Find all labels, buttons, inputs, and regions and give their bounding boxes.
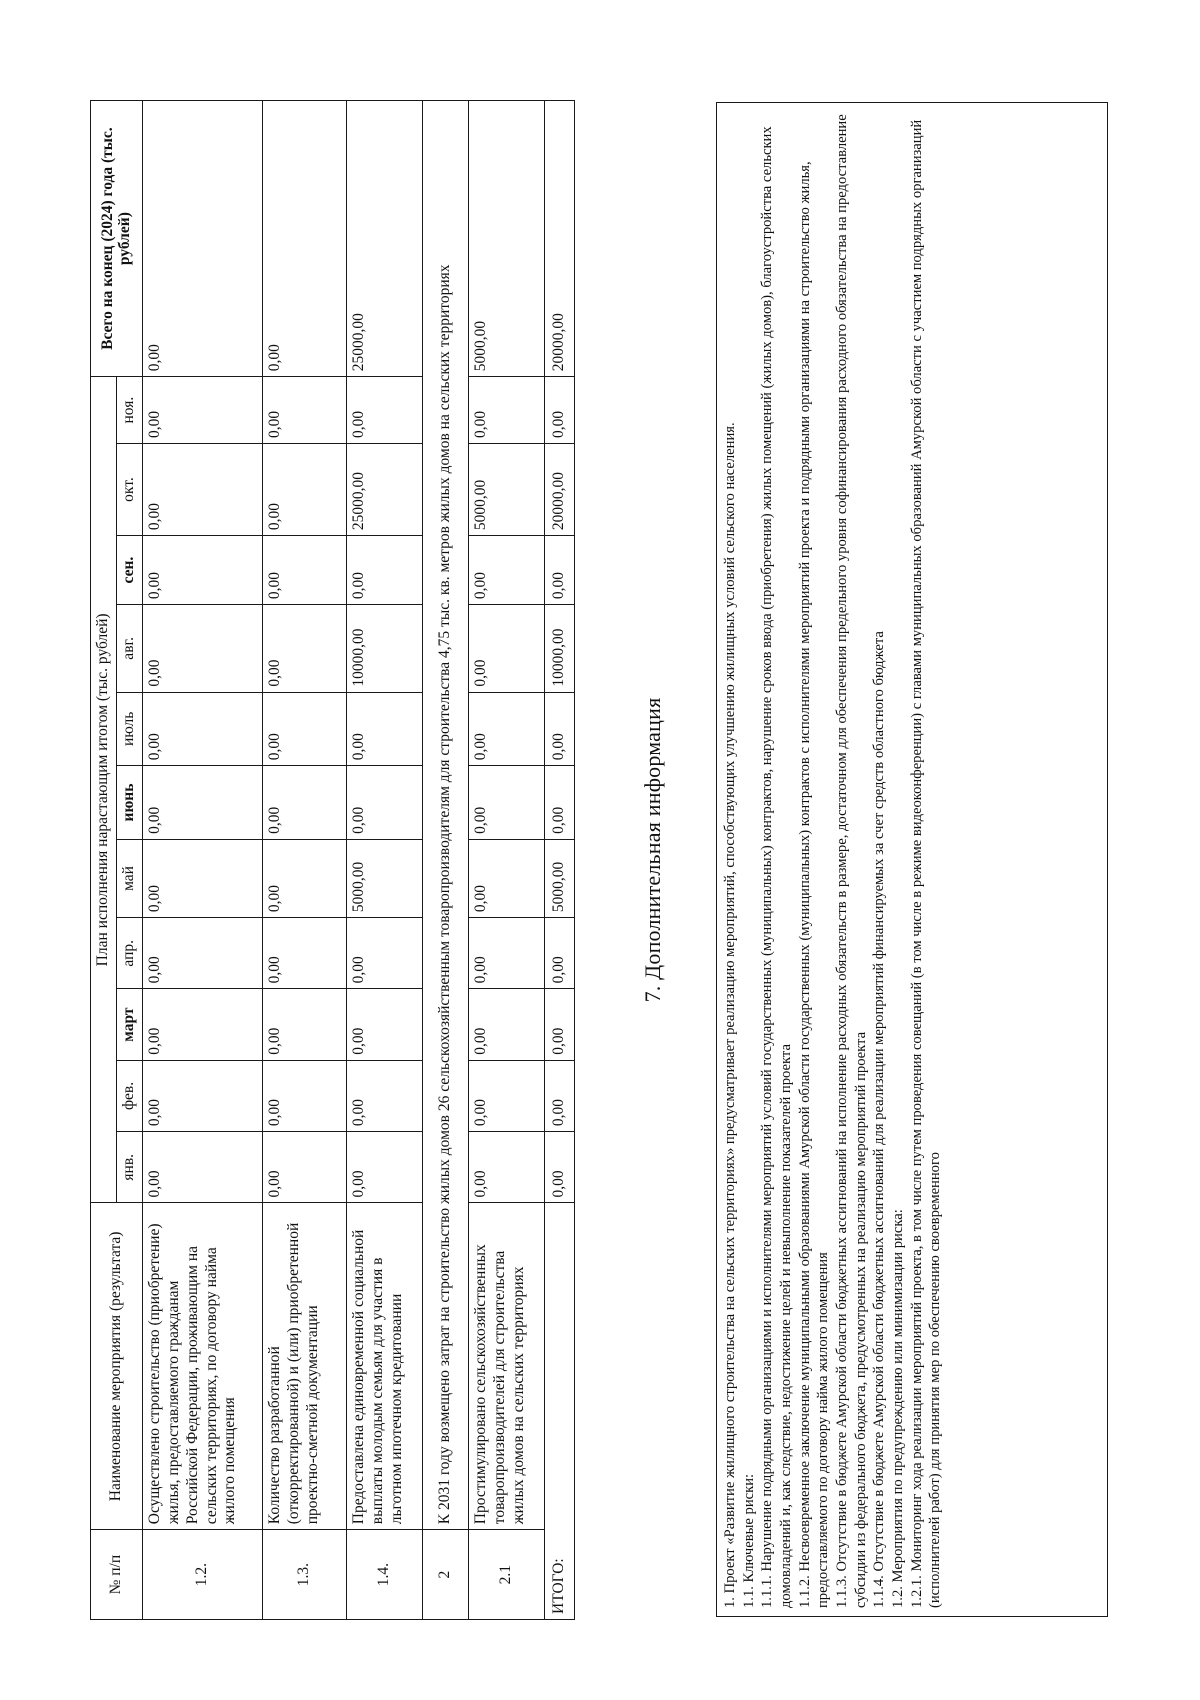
- month-value: 0,00: [468, 692, 544, 766]
- info-paragraph: 1.2. Мероприятия по предупреждению или минимизации риска:: [890, 1209, 907, 1608]
- month-header: янв.: [116, 1132, 142, 1203]
- month-value: 0,00: [142, 1060, 262, 1131]
- itogo-label: ИТОГО:: [544, 1203, 574, 1620]
- month-header: фев.: [116, 1060, 142, 1131]
- month-header: июль: [116, 692, 142, 766]
- month-value: 0,00: [142, 444, 262, 536]
- month-value: 0,00: [544, 536, 574, 605]
- info-box: [716, 102, 1108, 1617]
- month-value: 0,00: [544, 918, 574, 989]
- month-value: 0,00: [142, 692, 262, 766]
- month-value: 0,00: [346, 1060, 422, 1131]
- month-value: 0,00: [468, 605, 544, 692]
- month-header: сен.: [116, 536, 142, 605]
- table-row: [142, 101, 262, 1620]
- month-value: 0,00: [262, 918, 346, 989]
- month-value: 0,00: [262, 444, 346, 536]
- table-row: [468, 101, 544, 1620]
- month-header: март: [116, 989, 142, 1060]
- month-value: 0,00: [544, 1132, 574, 1203]
- header-plan: План исполнения нарастающим итогом (тыс. рублей): [91, 377, 117, 1203]
- month-header: апр.: [116, 918, 142, 989]
- month-value: 0,00: [346, 377, 422, 444]
- month-value: 0,00: [142, 605, 262, 692]
- table-row: [346, 101, 422, 1620]
- month-value: 0,00: [142, 766, 262, 840]
- month-value: 0,00: [468, 918, 544, 989]
- month-value: 0,00: [262, 377, 346, 444]
- plan-table: [90, 100, 575, 1620]
- section-text: К 2031 году возмещено затрат на строительство жилых домов 26 сельскохозяйственным товаропроизводителям для строительства 4,75 тыс. кв. метров жилых домов на сельских территориях: [422, 101, 468, 1530]
- row-total: 0,00: [142, 101, 262, 377]
- month-value: 0,00: [468, 766, 544, 840]
- month-value: 0,00: [544, 1060, 574, 1131]
- month-value: 0,00: [468, 1132, 544, 1203]
- row-number: 2.1: [468, 1530, 544, 1620]
- table-row: [262, 101, 346, 1620]
- month-header: июнь: [116, 766, 142, 840]
- month-value: 0,00: [142, 989, 262, 1060]
- month-value: 0,00: [262, 1060, 346, 1131]
- month-value: 0,00: [262, 692, 346, 766]
- row-name: Количество разработанной (откорректированной) и (или) приобретенной проектно-сметной документации: [262, 1203, 346, 1530]
- row-number: 1.4.: [346, 1530, 422, 1620]
- header-num: № п/п: [91, 1530, 143, 1620]
- month-value: 0,00: [142, 918, 262, 989]
- table-body: [142, 101, 574, 1620]
- info-paragraph: 1.1. Ключевые риски:: [740, 1473, 757, 1608]
- month-value: 0,00: [346, 692, 422, 766]
- month-value: 10000,00: [544, 605, 574, 692]
- info-paragraph: 1. Проект «Развитие жилищного строительства на сельских территориях» предусматривает реализацию мероприятий, способствующих улучшению жилищных условий сельского населения.: [722, 422, 738, 1608]
- month-value: 0,00: [468, 1060, 544, 1131]
- month-value: 5000,00: [544, 839, 574, 917]
- month-value: 10000,00: [346, 605, 422, 692]
- row-total: 25000,00: [346, 101, 422, 377]
- month-value: 0,00: [468, 989, 544, 1060]
- row-number: 1.3.: [262, 1530, 346, 1620]
- info-paragraph: 1.2.1. Мониторинг хода реализации мероприятий проекта, в том числе путем проведения совещаний (в том числе в режиме видеоконференции) с главами муниципальных образований Амурской области с участием подрядных организаций (исполнителей работ) для принятия мер по обеспечению своевременного: [908, 119, 944, 1608]
- month-value: 0,00: [142, 377, 262, 444]
- header-name: Наименование мероприятия (результата): [91, 1203, 143, 1530]
- month-value: 0,00: [142, 536, 262, 605]
- month-header: ноя.: [116, 377, 142, 444]
- month-value: 0,00: [262, 536, 346, 605]
- month-value: 0,00: [262, 766, 346, 840]
- row-number: 1.2.: [142, 1530, 262, 1620]
- month-value: 0,00: [142, 1132, 262, 1203]
- month-value: 0,00: [346, 766, 422, 840]
- row-name: Осуществлено строительство (приобретение) жилья, предоставляемого гражданам Российской Федерации, проживающим на сельских территориях, по договору найма жилого помещения: [142, 1203, 262, 1530]
- table-header: [91, 101, 143, 1620]
- month-value: 0,00: [468, 377, 544, 444]
- month-value: 0,00: [262, 1132, 346, 1203]
- month-value: 0,00: [544, 989, 574, 1060]
- row-total: 0,00: [262, 101, 346, 377]
- month-value: 0,00: [346, 989, 422, 1060]
- info-paragraph: 1.1.4. Отсутствие в бюджете Амурской области бюджетных ассигнований для реализации мероприятий финансируемых за счет средств областного бюджета: [871, 631, 888, 1608]
- month-value: 0,00: [468, 839, 544, 917]
- month-value: 0,00: [346, 536, 422, 605]
- month-value: 5000,00: [468, 444, 544, 536]
- month-value: 0,00: [544, 766, 574, 840]
- row-name: Простимулировано сельскохозяйственных товаропроизводителей для строительства жилых домов на сельских территориях: [468, 1203, 544, 1530]
- month-value: 0,00: [544, 377, 574, 444]
- month-header: окт.: [116, 444, 142, 536]
- month-value: 0,00: [262, 839, 346, 917]
- month-value: 5000,00: [346, 839, 422, 917]
- month-value: 25000,00: [346, 444, 422, 536]
- row-total: 5000,00: [468, 101, 544, 377]
- month-header: май: [116, 839, 142, 917]
- row-number: 2: [422, 1530, 468, 1620]
- month-header: авг.: [116, 605, 142, 692]
- info-paragraph: 1.1.2. Несвоевременное заключение муниципальными образованиями Амурской области государственных (муниципальных) контрактов с исполнителями мероприятий проекта и подрядными организациями на строительство жилья, предоставляемого по договору найма жилого помещения: [796, 161, 832, 1608]
- month-value: 0,00: [346, 1132, 422, 1203]
- month-value: 0,00: [346, 918, 422, 989]
- month-value: 0,00: [262, 989, 346, 1060]
- section-title: 7. Дополнительная информация: [640, 697, 665, 1003]
- header-total: Всего на конец (2024) года (тыс. рублей): [91, 101, 143, 377]
- row-total: 20000,00: [544, 101, 574, 377]
- section-row: [422, 101, 468, 1620]
- itogo-row: [544, 101, 574, 1620]
- month-value: 20000,00: [544, 444, 574, 536]
- row-name: Предоставлена единовременной социальной выплаты молодым семьям для участия в льготном ипотечном кредитовании: [346, 1203, 422, 1530]
- info-paragraph: 1.1.3. Отсутствие в бюджете Амурской области бюджетных ассигнований на исполнение расходных обязательств в размере, достаточном для обеспечения предельного уровня софинансирования расходного обязательства на предоставление субсидии из федерального бюджета, предусмотренных на реализацию мероприятий проекта: [834, 114, 869, 1608]
- month-value: 0,00: [262, 605, 346, 692]
- info-paragraph: 1.1.1. Нарушение подрядными организациями и исполнителями мероприятий условий государственных (муниципальных) контрактов, нарушение сроков ввода (приобретения) жилых помещений (жилых домов), благоустройства сельских домовладений и, как следствие, недостижение целей и невыполнение показателей проекта: [759, 126, 795, 1608]
- month-value: 0,00: [544, 692, 574, 766]
- month-value: 0,00: [142, 839, 262, 917]
- month-value: 0,00: [468, 536, 544, 605]
